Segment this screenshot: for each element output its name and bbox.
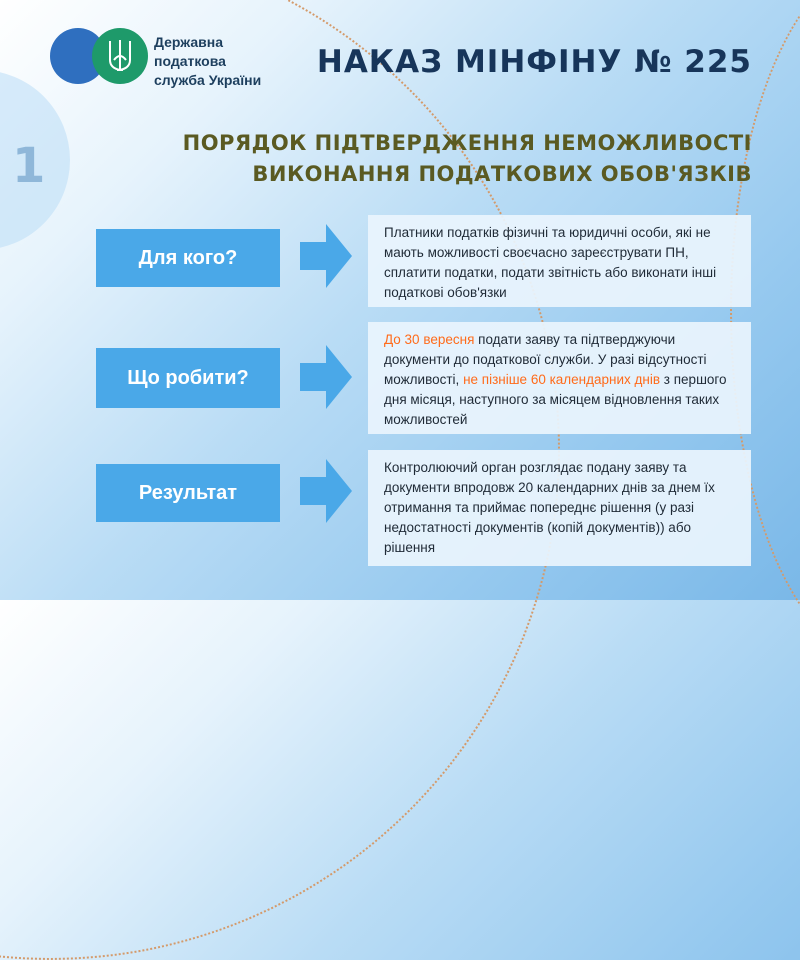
info-result: Контролюючий орган розглядає подану заяву та документи впродовж 20 календарних днів за днем їх отримання та приймає попереднє рішення (у разі недостатності документів (копій документів)) або рішення xyxy=(368,450,751,566)
info-text-part-2: з першого дня місяця, наступного за місяцем відновлення таких можливостей xyxy=(384,372,727,427)
info-what-to-do xyxy=(368,322,751,434)
info-text-part-1: подати заяву та підтверджуючи документи до податкової служби. У разі відсутності можливості, xyxy=(384,332,707,387)
subtitle-line-1: ПОРЯДОК ПІДТВЕРДЖЕННЯ НЕМОЖЛИВОСТІ xyxy=(182,131,752,155)
logo xyxy=(50,28,150,90)
deadline-highlight: До 30 вересня xyxy=(384,332,475,347)
org-name-line-3: служба України xyxy=(154,72,262,88)
org-name-line-2: податкова xyxy=(154,53,226,69)
trident-icon xyxy=(107,38,133,74)
org-name xyxy=(154,33,261,90)
arrow-right-icon xyxy=(300,345,352,409)
page-title: НАКАЗ МІНФІНУ № 225 xyxy=(316,44,752,80)
label-result: Результат xyxy=(96,464,280,522)
days-limit-highlight: не пізніше 60 календарних днів xyxy=(463,372,661,387)
page-subtitle xyxy=(183,128,752,190)
arrow-right-icon xyxy=(300,224,352,288)
info-for-whom: Платники податків фізичні та юридичні особи, які не мають можливості своєчасно зареєструвати ПН, сплатити податки, подати звітність або виконати інші податкові обов'язки xyxy=(368,215,751,307)
org-name-line-1: Державна xyxy=(154,34,224,50)
subtitle-line-2: ВИКОНАННЯ ПОДАТКОВИХ ОБОВ'ЯЗКІВ xyxy=(252,162,752,186)
page-number: 1 xyxy=(12,138,46,194)
label-what-to-do: Що робити? xyxy=(96,348,280,408)
label-for-whom: Для кого? xyxy=(96,229,280,287)
arrow-right-icon xyxy=(300,459,352,523)
